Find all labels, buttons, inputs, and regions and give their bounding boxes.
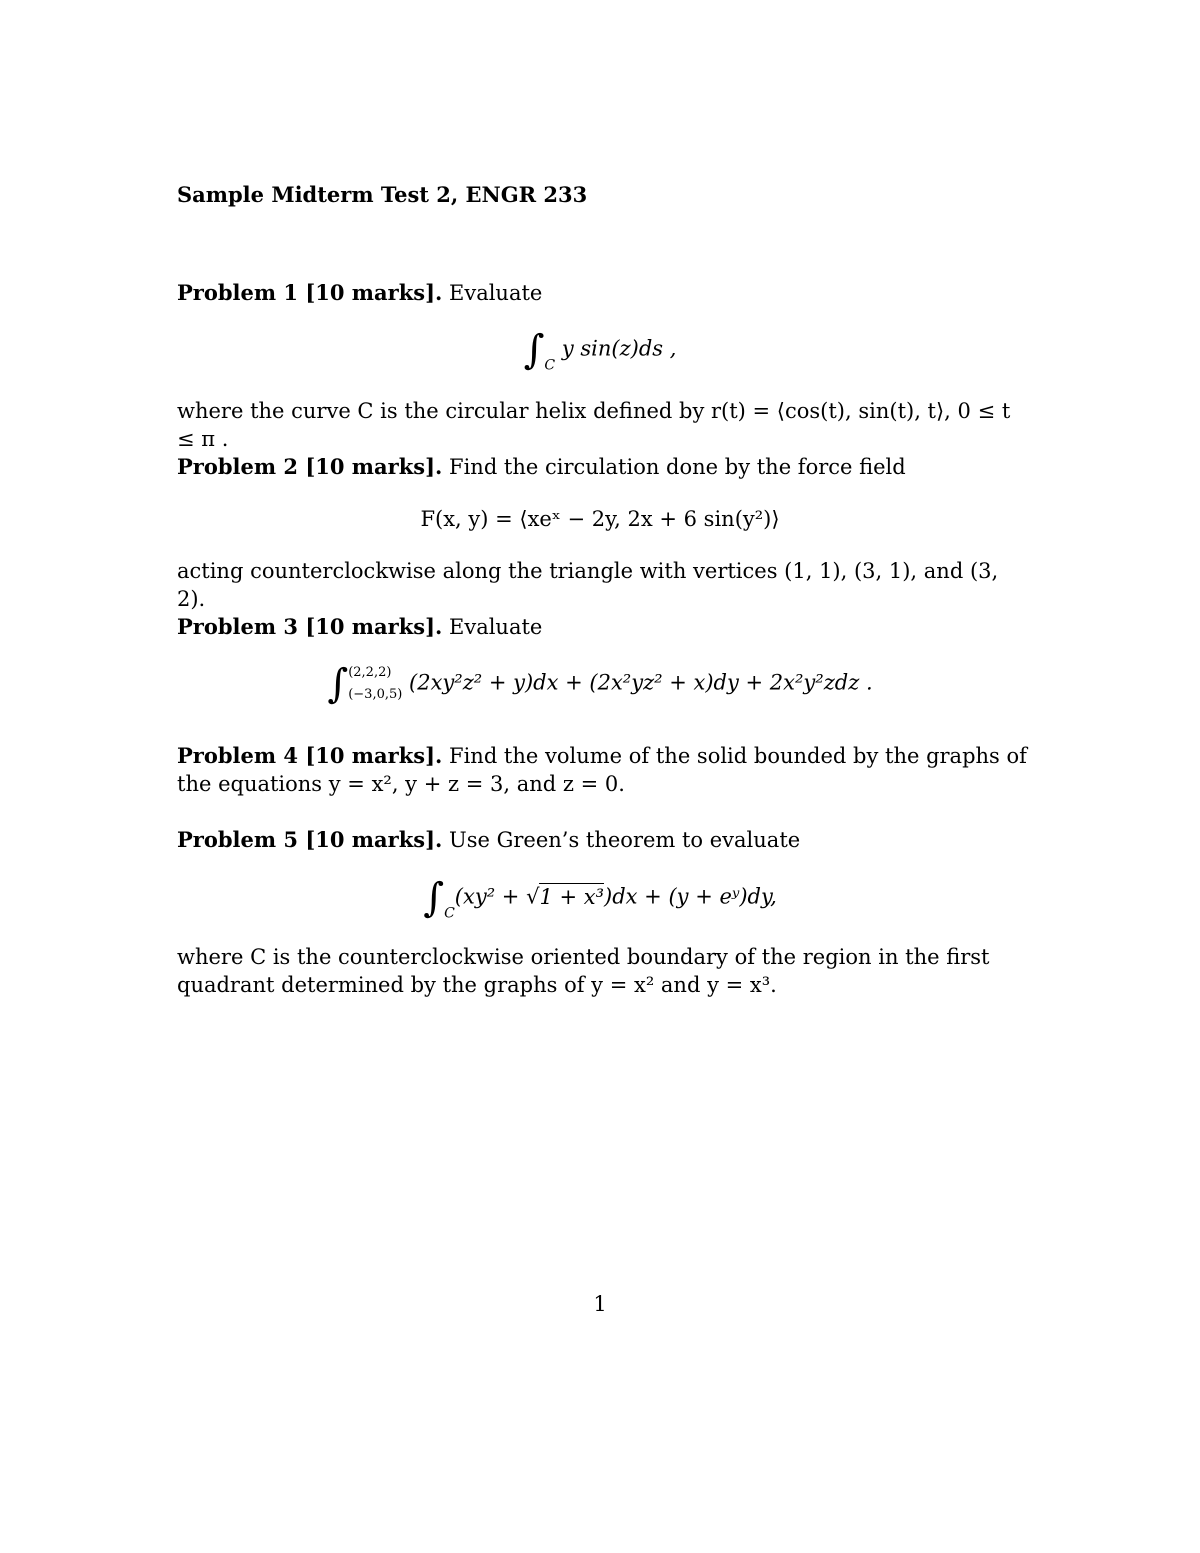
page-title: Sample Midterm Test 2, ENGR 233 [177,182,588,207]
problem-5-integrand-a: (xy² + [454,884,527,909]
problem-2-label: Problem 2 [10 marks]. [177,454,443,479]
integral-sign: ∫ [327,661,349,707]
problem-1-intro: Evaluate [442,281,543,305]
problem-1-after: where the curve C is the circular helix defined by r(t) = ⟨cos(t), sin(t), t⟩, 0 ≤ t ≤ π . [177,399,1011,451]
problem-3-formula [0,662,1200,706]
problem-3-intro: Evaluate [442,615,543,639]
problem-5-integrand-b: )dx + (y + eʸ)dy, [604,884,777,909]
problem-5-formula [0,875,1200,928]
problem-2-statement [177,453,1027,481]
problem-5-label: Problem 5 [10 marks]. [177,827,443,852]
integral-lower-limit: (−3,0,5) [348,687,403,702]
problem-2-formula: F(x, y) = ⟨xeˣ − 2y, 2x + 6 sin(y²)⟩ [420,507,780,531]
problem-1-label: Problem 1 [10 marks]. [177,280,443,305]
problem-1-statement [177,279,1027,307]
problem-3-statement [177,613,1027,641]
integral-subscript: C [444,905,455,922]
problem-2-after: acting counterclockwise along the triangle with vertices (1, 1), (3, 1), and (3, 2). [177,559,999,611]
problem-1-formula [0,327,1200,380]
problem-2-intro: Find the circulation done by the force field [442,455,906,479]
page-number: 1 [593,1292,607,1316]
integral-upper-limit: (2,2,2) [348,665,392,680]
problem-3-label: Problem 3 [10 marks]. [177,614,443,639]
problem-3-integrand: (2xy²z² + y)dx + (2x²yz² + x)dy + 2x²y²zdz . [409,670,873,695]
problem-4-intro: Find the volume of the solid bounded by the graphs of the equations y = x², y + z = 3, and z = 0. [177,744,1027,796]
integral-limits [348,662,402,706]
sqrt-symbol: √ [526,884,540,909]
problem-5-statement [177,826,1027,854]
problem-5-sqrt-body: 1 + x³ [539,884,605,909]
problem-5-after: where C is the counterclockwise oriented boundary of the region in the first quadrant determined by the graphs of y = x² and y = x³. [177,945,990,997]
problem-4-label: Problem 4 [10 marks]. [177,743,443,768]
problem-5-intro: Use Green’s theorem to evaluate [442,828,801,852]
integral-subscript: C [544,357,556,374]
integral-sign: ∫ [423,875,445,921]
problem-1-integrand: y sin(z)ds , [561,336,677,361]
integral-sign: ∫ [523,327,545,373]
problem-4-statement [177,742,1027,798]
